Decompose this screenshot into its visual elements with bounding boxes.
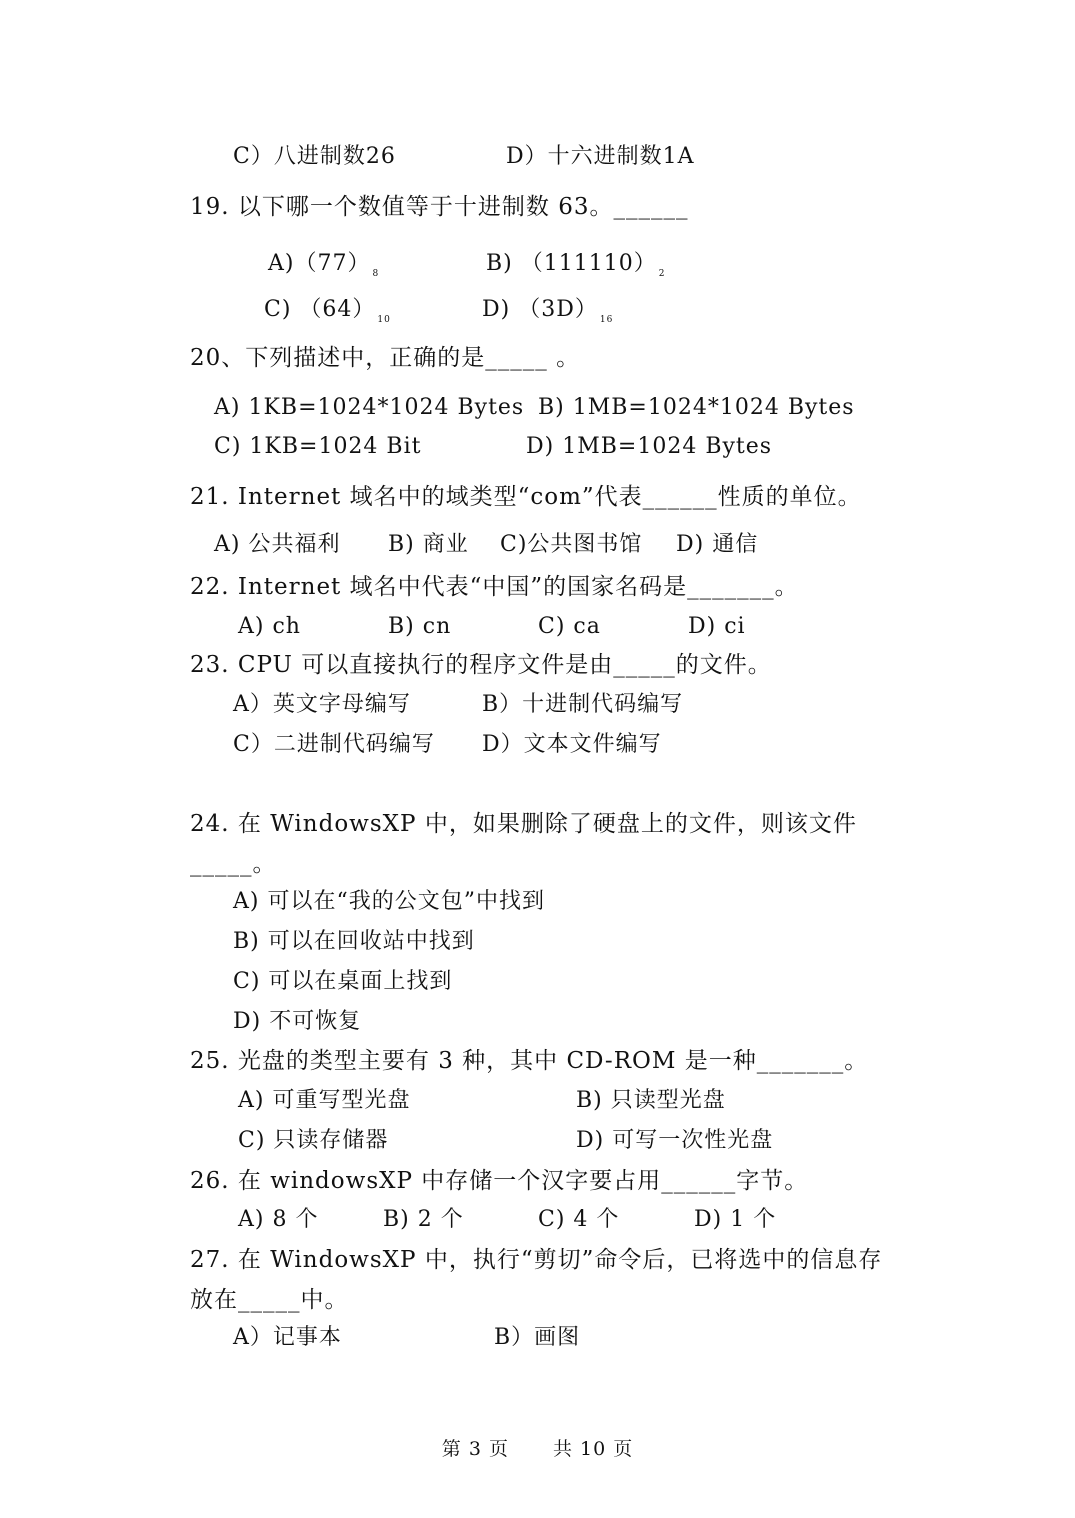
q21-stem: 21. Internet 域名中的域类型“com”代表______性质的单位。 [190,484,862,510]
q27-option-a: A）记事本 [233,1325,342,1350]
q23-stem: 23. CPU 可以直接执行的程序文件是由_____的文件。 [190,652,772,678]
q26-option-d: D) 1 个 [694,1207,777,1232]
q21-option-a: A) 公共福利 [214,532,341,557]
page-footer [0,1434,1075,1461]
q20-option-a: A) 1KB=1024*1024 Bytes [214,395,525,420]
q20-option-b: B) 1MB=1024*1024 Bytes [538,395,855,420]
q21-option-d: D) 通信 [676,532,759,557]
q20-stem: 20、下列描述中，正确的是_____ 。 [190,345,581,371]
page-number: 第 3 页 [441,1438,509,1460]
q23-option-b: B）十进制代码编写 [482,692,684,717]
q24-option-c: C) 可以在桌面上找到 [233,969,453,994]
q19-option-c-text: C) （64） [264,297,376,322]
q20-option-c: C) 1KB=1024 Bit [214,434,422,459]
q22-option-d: D) ci [688,614,746,639]
q24-option-b: B) 可以在回收站中找到 [233,929,475,954]
q25-option-c: C) 只读存储器 [238,1128,389,1153]
q19-option-d [482,299,613,325]
q27-option-b: B）画图 [494,1325,581,1350]
q19-option-b-text: B) （111110） [486,251,657,276]
q25-option-b: B) 只读型光盘 [576,1088,726,1113]
q23-option-a: A）英文字母编写 [233,692,411,717]
q19-option-b-base: 2 [658,269,666,279]
q24-option-d: D) 不可恢复 [233,1009,362,1034]
q19-option-a [268,253,379,279]
q26-option-a: A) 8 个 [238,1207,319,1232]
q18-option-c: C）八进制数26 [233,144,396,169]
q19-option-d-base: 16 [599,315,614,325]
q26-option-c: C) 4 个 [538,1207,620,1232]
q23-option-d: D）文本文件编写 [482,732,662,757]
q22-option-c: C) ca [538,614,601,639]
q20-option-d: D) 1MB=1024 Bytes [526,434,773,459]
q24-option-a: A) 可以在“我的公文包”中找到 [233,889,545,914]
q19-option-a-base: 8 [372,269,380,279]
q25-stem: 25. 光盘的类型主要有 3 种，其中 CD-ROM 是一种_______。 [190,1048,869,1074]
q22-option-a: A) ch [238,614,301,639]
q24-stem-line1: 24. 在 WindowsXP 中，如果删除了硬盘上的文件，则该文件 [190,811,857,837]
q19-option-d-text: D) （3D） [482,297,598,322]
q19-option-c-base: 10 [377,315,391,325]
q25-option-a: A) 可重写型光盘 [238,1088,411,1113]
q23-option-c: C）二进制代码编写 [233,732,435,757]
q26-option-b: B) 2 个 [383,1207,464,1232]
page-total: 共 10 页 [552,1438,634,1460]
q21-option-b: B) 商业 [388,532,469,557]
q19-stem: 19. 以下哪一个数值等于十进制数 63。______ [190,194,689,220]
q21-option-c: C)公共图书馆 [500,532,643,557]
q25-option-d: D) 可写一次性光盘 [576,1128,774,1153]
q19-option-b [486,253,665,279]
q18-option-d: D）十六进制数1A [506,144,695,169]
q27-stem-line2: 放在_____中。 [190,1287,349,1313]
q22-stem: 22. Internet 域名中代表“中国”的国家名码是_______。 [190,574,799,600]
q22-option-b: B) cn [388,614,452,639]
q26-stem: 26. 在 windowsXP 中存储一个汉字要占用______字节。 [190,1168,809,1194]
q19-option-c [264,299,391,325]
q24-stem-line2: _____。 [190,851,277,877]
q19-option-a-text: A)（77） [268,251,371,276]
q27-stem-line1: 27. 在 WindowsXP 中，执行“剪切”命令后，已将选中的信息存 [190,1247,883,1273]
